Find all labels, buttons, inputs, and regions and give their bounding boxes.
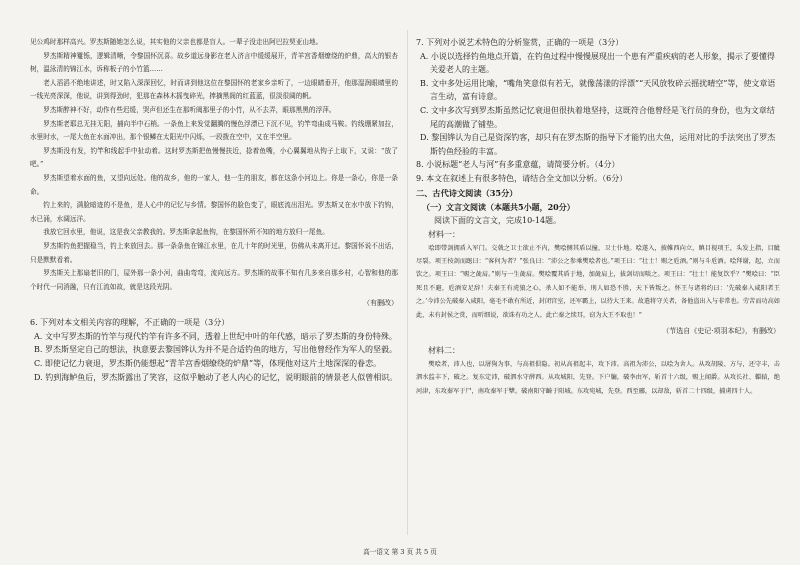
story-paragraph: 罗杰斯老耶总无挂无阳，捕向半中石梢。一条鱼上来发觉翻腾的慢色浮漂已下沉不见，钓竿弯曲成马鞍。钓线绷紧加拉，水里时水，一尾大鱼在水面冲出，那个银鳞在太阳光中闪烁，一段拨在空中，又在半空里。 (30, 119, 398, 142)
question-7-option-b: B. 文中多处运用比喻，“嘴角笑意似有若无，就像荡漾的浮漂”“天风放牧碎云摇扰晴空”等，使文章语言生动，富有诗意。 (420, 78, 776, 102)
question-6-stem: 6. 下列对本文相关内容的理解，不正确的一项是（3分） (30, 318, 230, 328)
story-paragraph: 钓上来的，满脸暗迹的不是鱼，是人心中的记忆与乡情。黎国怀的脸色变了，眼底流出泪光。罗杰斯又在水中放下钓钩，水已涌，水阔远洋。 (30, 201, 398, 223)
story-paragraph: 罗杰斯钓鱼把握稳当，钓上来放回去。那一条条鱼在锦江水里，在几十年的时光里，仿佛从未离开过。黎国怀说不出话，只是默默看着。 (30, 241, 398, 264)
page-footer: 高一语文 第 3 页 共 5 页 (363, 548, 437, 556)
question-8: 8. 小说标题“老人与河”有多重意蕴，请简要分析。（4分） (416, 160, 620, 170)
question-6-option-c: C. 即使记忆力衰退，罗杰斯仍能想起“青羊宫香烟缭绕的炉鼎”等，体现他对这片土地深深的眷恋。 (34, 359, 382, 369)
subsection-1-title: （一）文言文阅读（本题共5小题，20分） (422, 201, 575, 212)
story-paragraph: 见公鸡时那样高兴。罗杰斯随她怎么说，其实他的父亲也都是盲人。一辈子没走出阿巴拉契亚山地。 (30, 38, 323, 46)
reading-instruction: 阅读下面的文言文，完成10-14题。 (434, 215, 562, 225)
story-paragraph: 罗杰斯关上那扇老旧的门，屋外那一条小河，曲曲弯弯，流向远方。罗杰斯的故事不知有几多来自那乡村，心智和他的那个时代一同消融，只有江流如故，就是这段光阴。 (30, 269, 398, 291)
right-column (416, 36, 780, 398)
left-column (30, 36, 398, 384)
story-paragraph: 我放它回水里，他说，这是我父亲教我的。罗杰斯拿起鱼钩，在黎国怀所不知的地方放归一尾鱼。 (43, 228, 329, 237)
question-6-option-a: A. 文中写罗杰斯的竹竿与现代钓竿有许多不同，透着上世纪中叶的年代感，暗示了罗杰斯的身份特殊。 (34, 331, 397, 341)
material-1-paragraph: 哙即带剑拥盾入军门。交戟之卫士欲止不内，樊哙侧其盾以撞，卫士仆地。哙遂入，披帷西向立，瞋目视项王，头发上指，目眦尽裂。项王按剑而跽曰：“客何为者？”张良曰：“沛公之参乘樊哙者也。”项王曰：“壮士！赐之卮酒。”则与斗卮酒。哙拜谢，起，立而饮之。项王曰：“赐之彘肩。”则与一生彘肩。樊哙覆其盾于地，加彘肩上，拔剑切而啖之。项王曰：“壮士！能复饮乎？”樊哙曰：“臣死且不避，卮酒安足辞！夫秦王有虎狼之心，杀人如不能举，刑人如恐不胜，天下皆叛之。怀王与诸将约曰：‘先破秦入咸阳者王之。’今沛公先破秦入咸阳，毫毛不敢有所近，封闭宫室，还军霸上，以待大王来。故遣将守关者，备他盗出入与非常也。劳苦而功高如此，未有封侯之赏，而听细说，欲诛有功之人。此亡秦之续耳，窃为大王不取也！” (416, 244, 780, 319)
story-paragraph: 老人滔滔不绝地讲述，时又陷入深深回忆，时而讲到他这位在黎国怀的老家乡亲听了，一边眼睛垂开，他那湿润眼睛里的一线光亮深深，他说，讲到得劲时，犯那在森林木摇曳碎光，捧摘黑阁的红蓝蓝，很淡很阔的帆。 (30, 78, 398, 101)
story-paragraph: 罗杰斯望着水面的鱼，又望向远处。他的故乡，他的一家人，他一生的朋友，都在这条小河边上。你是一条心，你是一条命。 (30, 173, 398, 196)
material-2-paragraph: 樊哙者，沛人也，以屠狗为事，与高祖俱隐。初从高祖起丰，攻下沛。高祖为沛公，以哙为舍人。从攻胡陵、方与，还守丰，击泗水监丰下，破之。复东定沛，破泗水守薛西。从攻城阳，先登。下户牖，破李由军，斩首十六级，赐上闻爵。从攻长社、轘辕，绝河津，东攻秦军于尸，南攻秦军于犨。破南阳守齮于阳城。东攻宛城，先登。西至郦，以却敌，斩首二十四级，捕虏四十人。 (416, 360, 780, 395)
story-credit: （有删改） (363, 299, 398, 308)
question-6-option-b: B. 罗杰斯坚定自己的想法，执意要去黎国铧认为并不是合适钓鱼的地方，写出他曾经作为军人的坚毅。 (34, 345, 397, 355)
question-7-option-c: C. 文中多次写到罗杰斯虽然记忆衰退但很执着地坚持，这既符合他曾经是飞行员的身份，也为文章结尾的高潮做了铺垫。 (420, 105, 775, 129)
question-7-option-a: A. 小说以选择钓鱼地点开篇，在钓鱼过程中慢慢展现出一个患有严重疾病的老人形象，揭示了要懂得关爱老人的主题。 (420, 51, 775, 75)
story-paragraph: 罗杰斯没有发，钓竿和线起手中扯动着。这时罗杰斯把鱼慢慢扶近，捻着鱼嘴，小心翼翼地从钩子上取下，又说：“放了吧。” (30, 146, 398, 169)
question-7-option-d: D. 黎国铧认为自己是资深钓客，却只有在罗杰斯的指导下才能钓出大鱼，运用对比的手法突出了罗杰斯钓鱼经验的丰富。 (420, 133, 776, 156)
section-2-title: 二、古代诗文阅读（35分） (416, 187, 518, 198)
story-paragraph: 罗杰斯精神矍铄，逻辑清晰，令黎国怀沉喜。故乡道远身影在老人济言中缓缓展开，青羊宫香烟缭绕的炉鼎，高大的银杏树，温泳清的锦江水，诉称板子的小竹篮…… (30, 51, 398, 74)
story-text (30, 36, 398, 294)
material-1-text (416, 242, 780, 322)
story-paragraph: 罗杰斯醉神不好，动作有些迟缓，哭声但还生在那听阀那里子的小竹，从不去弄，眼那黑黑的浮萍。 (43, 105, 336, 114)
question-9: 9. 本文在叙述上有很多特色，请结合全文加以分析。（6分） (416, 173, 628, 183)
material-2-label: 材料二： (428, 345, 460, 355)
question-6-option-d: D. 钓到海鲈鱼后，罗杰斯露出了笑容，这似乎触动了老人内心的记忆，说明眼前的情景老人似曾相识。 (34, 372, 398, 382)
column-divider (407, 30, 408, 535)
material-1-label: 材料一： (428, 229, 460, 239)
question-7-stem: 7. 下列对小说艺术特色的分析鉴赏，正确的一项是（3分） (416, 38, 624, 47)
material-1-credit: （节选自《史记·项羽本纪》，有删改） (662, 326, 780, 335)
material-2-text (416, 358, 780, 398)
